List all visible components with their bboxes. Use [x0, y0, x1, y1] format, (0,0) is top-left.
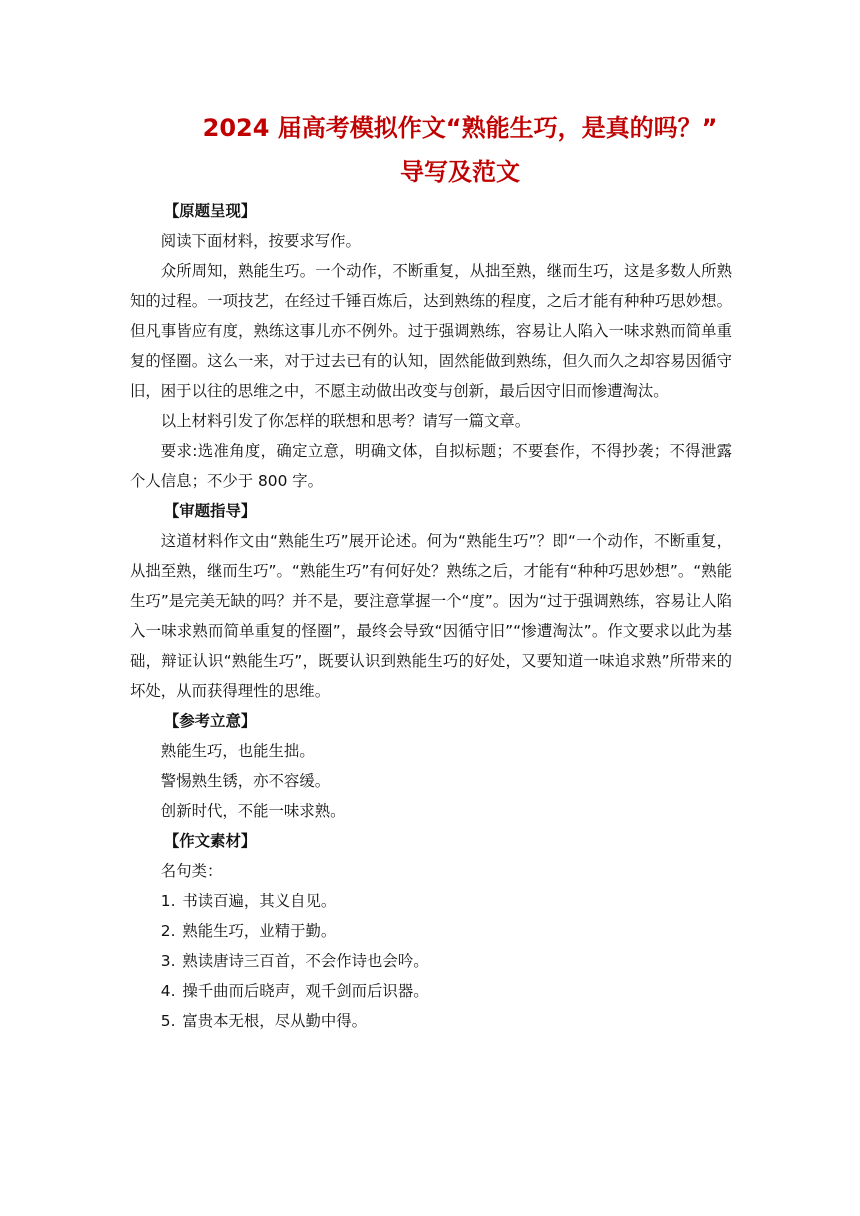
paragraph: 这道材料作文由“熟能生巧”展开论述。何为“熟能生巧”？即“一个动作，不断重复，从拙至熟，继而生巧”。“熟能生巧”有何好处？熟练之后，才能有“种种巧思妙想”。“熟能生巧”是完美无缺的吗？并不是，要注意掌握一个“度”。因为“过于强调熟练，容易让人陷入一味求熟而简单重复的怪圈”，最终会导致“因循守旧”“惨遭淘汰”。作文要求以此为基础，辩证认识“熟能生巧”，既要认识到熟能生巧的好处，又要知道一味追求熟”所带来的坏处，从而获得理性的思维。 — [130, 532, 732, 700]
section-heading-materials: 【作文素材】 — [163, 832, 257, 850]
list-item — [130, 1006, 732, 1036]
list-text: 操千曲而后晓声，观千剑而后识器。 — [182, 982, 429, 1000]
paragraph: 众所周知，熟能生巧。一个动作，不断重复，从拙至熟，继而生巧，这是多数人所熟知的过程。一项技艺，在经过千锤百炼后，达到熟练的程度，之后才能有种种巧思妙想。但凡事皆应有度，熟练这事儿亦不例外。过于强调熟练，容易让人陷入一味求熟而简单重复的怪圈。这么一来，对于过去已有的认知，固然能做到熟练，但久而久之却容易因循守旧，困于以往的思维之中，不愿主动做出改变与创新，最后因守旧而惨遭淘汰。 — [130, 262, 732, 400]
idea-item: 创新时代，不能一味求熟。 — [160, 802, 346, 820]
list-number: 1. — [160, 892, 176, 910]
list-text: 书读百遍，其义自见。 — [182, 892, 337, 910]
list-item — [130, 886, 732, 916]
document-title-line-2: 导写及范文 — [400, 158, 520, 186]
document-body — [130, 196, 732, 1036]
section-heading-guide: 【审题指导】 — [163, 502, 257, 520]
list-number: 5. — [160, 1012, 176, 1030]
list-item — [130, 976, 732, 1006]
document-title-line-1: 2024 届高考模拟作文“熟能生巧，是真的吗？” — [202, 114, 718, 142]
section-heading-ideas: 【参考立意】 — [163, 712, 257, 730]
section-heading-original: 【原题呈现】 — [163, 202, 257, 220]
list-text: 富贵本无根，尽从勤中得。 — [182, 1012, 368, 1030]
idea-item: 熟能生巧，也能生拙。 — [160, 742, 315, 760]
list-text: 熟能生巧，业精于勤。 — [182, 922, 337, 940]
quote-list — [130, 886, 732, 1036]
idea-item: 警惕熟生锈，亦不容缓。 — [160, 772, 331, 790]
category-label: 名句类： — [160, 862, 223, 880]
paragraph: 阅读下面材料，按要求写作。 — [160, 232, 361, 250]
list-item — [130, 946, 732, 976]
list-number: 3. — [160, 952, 176, 970]
list-number: 4. — [160, 982, 176, 1000]
paragraph: 要求:选准角度，确定立意，明确文体，自拟标题；不要套作，不得抄袭；不得泄露个人信息；不少于 800 字。 — [130, 442, 732, 490]
paragraph: 以上材料引发了你怎样的联想和思考？请写一篇文章。 — [160, 412, 531, 430]
list-item — [130, 916, 732, 946]
list-number: 2. — [160, 922, 176, 940]
list-text: 熟读唐诗三百首，不会作诗也会吟。 — [182, 952, 429, 970]
